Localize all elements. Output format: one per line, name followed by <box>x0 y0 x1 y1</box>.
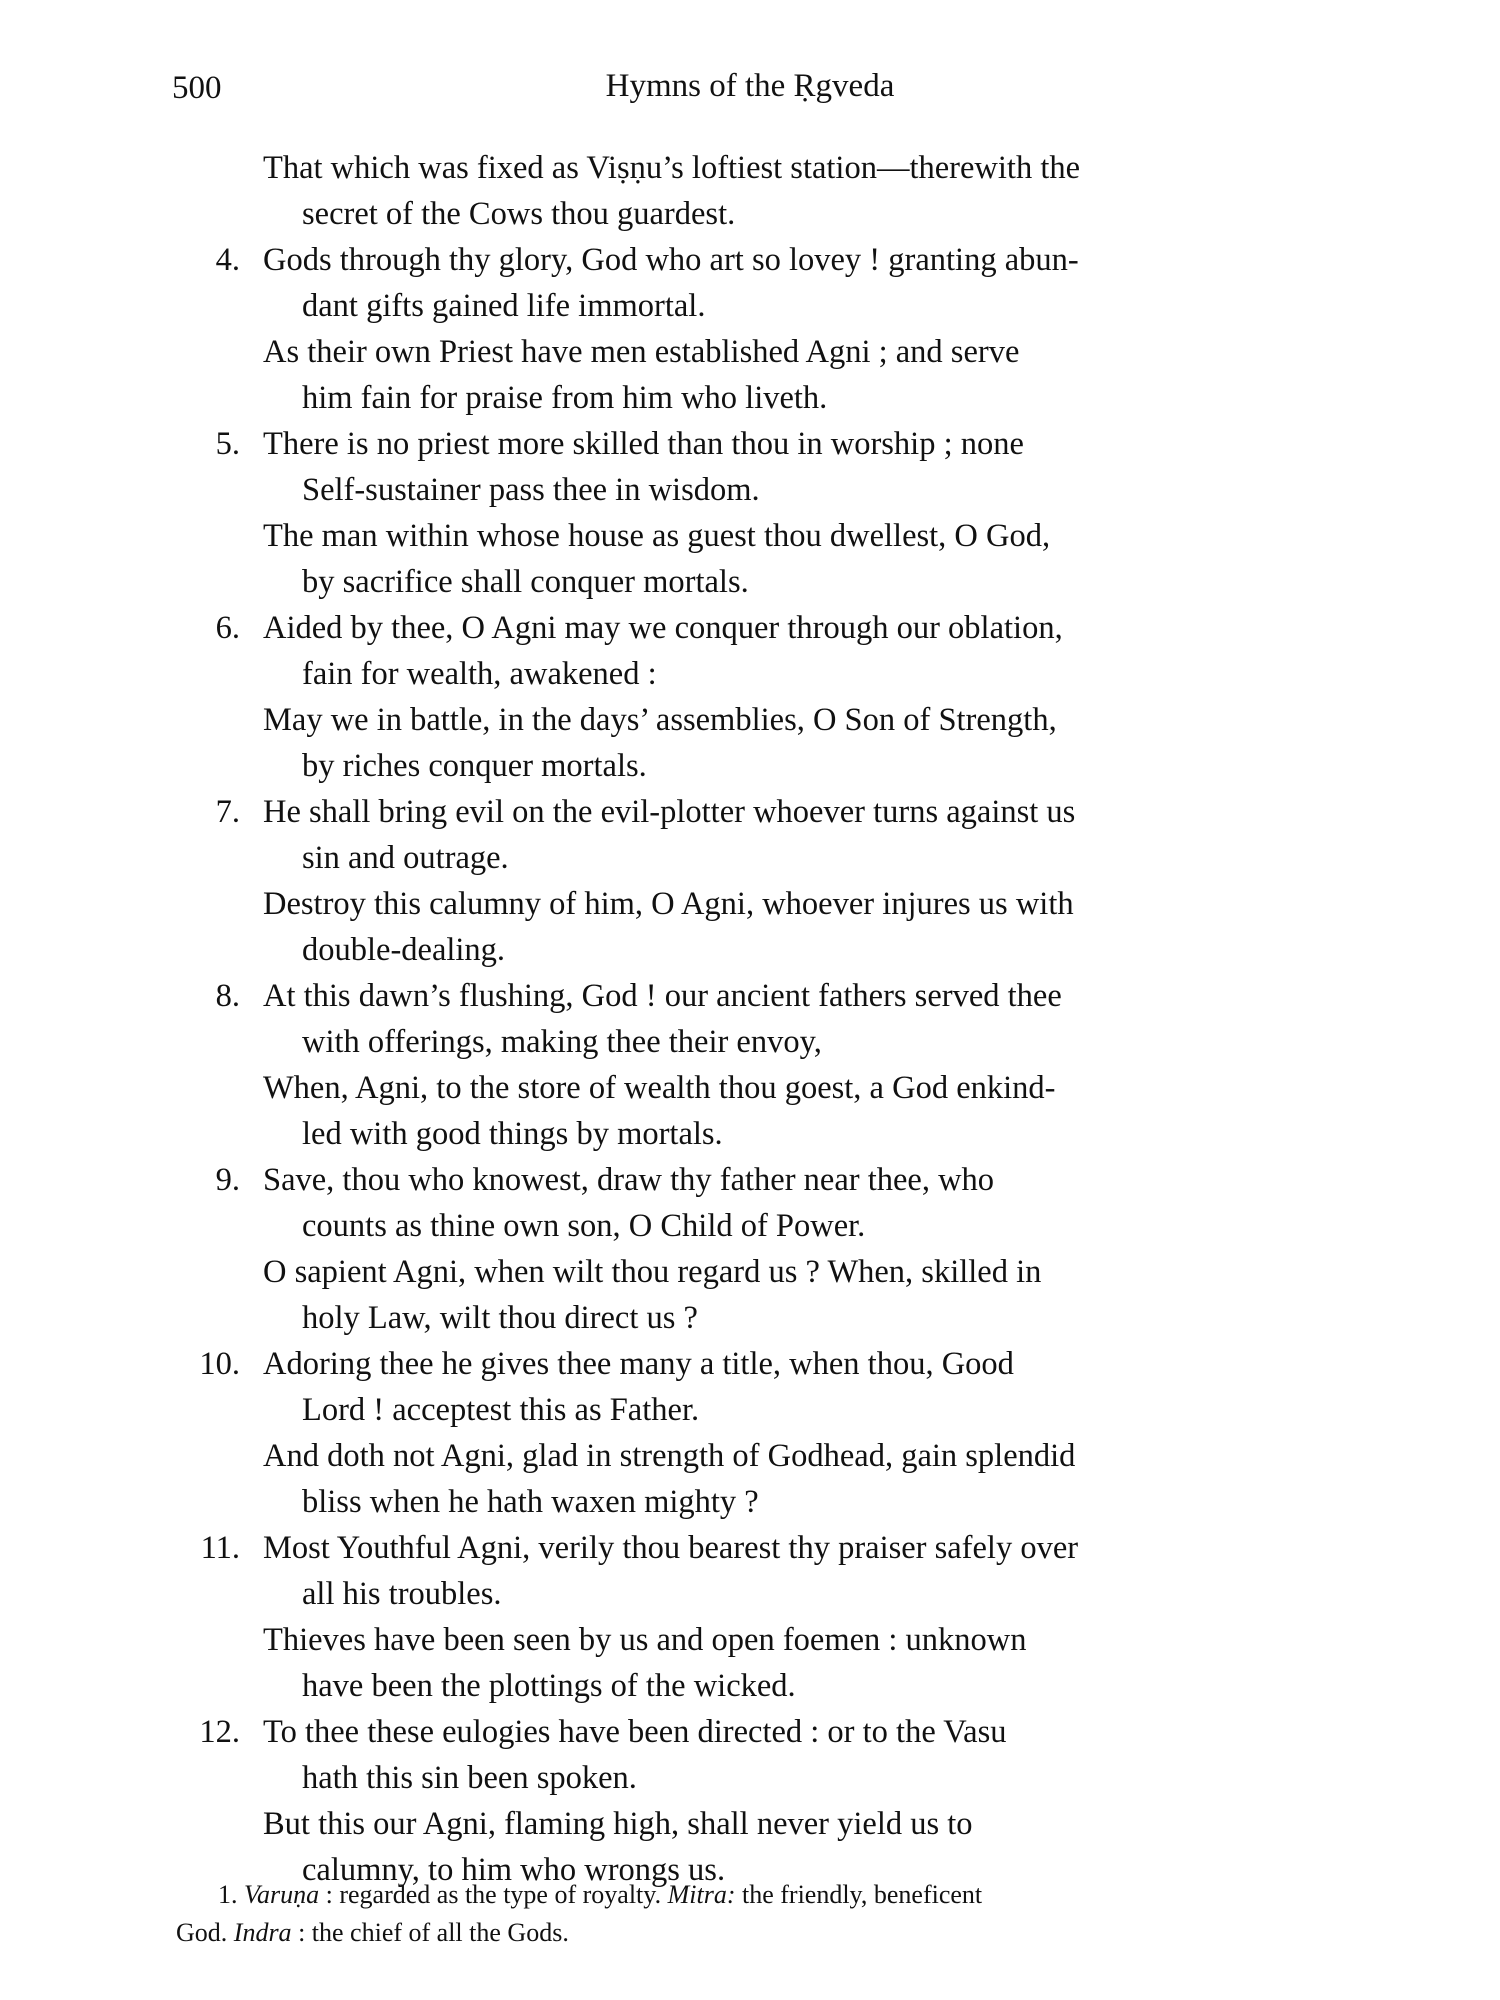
verse-line: Lord ! acceptest this as Father. <box>302 1392 700 1428</box>
verse-line: Adoring thee he gives thee many a title, when thou, Good <box>263 1346 1014 1382</box>
verse-number: 7. <box>215 794 240 830</box>
verse-line: calumny, to him who wrongs us. <box>302 1852 726 1888</box>
verse-line: Gods through thy glory, God who art so lovey ! granting abun- <box>263 242 1079 278</box>
verse-number: 12. <box>199 1714 240 1750</box>
verse-line: At this dawn’s flushing, God ! our ancient fathers served thee <box>263 978 1062 1014</box>
verse-number: 8. <box>215 978 240 1014</box>
verse-line: with offerings, making thee their envoy, <box>302 1024 822 1060</box>
footnote-line <box>218 1880 982 1910</box>
verse-line: Save, thou who knowest, draw thy father near thee, who <box>263 1162 995 1198</box>
verse-line: He shall bring evil on the evil-plotter whoever turns against us <box>263 794 1076 830</box>
verse-line: Self-sustainer pass thee in wisdom. <box>302 472 760 508</box>
page-number: 500 <box>172 70 222 106</box>
footnote-line <box>176 1918 569 1948</box>
verse-line: by riches conquer mortals. <box>302 748 647 784</box>
verse-line: When, Agni, to the store of wealth thou goest, a God enkind- <box>263 1070 1056 1106</box>
verse-line: May we in battle, in the days’ assemblies, O Son of Strength, <box>263 702 1057 738</box>
verse-line: bliss when he hath waxen mighty ? <box>302 1484 759 1520</box>
verse-line: The man within whose house as guest thou dwellest, O God, <box>263 518 1051 554</box>
verse-line: sin and outrage. <box>302 840 509 876</box>
verse-line: by sacrifice shall conquer mortals. <box>302 564 749 600</box>
verse-line: That which was fixed as Viṣṇu’s loftiest station—therewith the <box>263 150 1081 186</box>
verse-line: hath this sin been spoken. <box>302 1760 637 1796</box>
verse-line: have been the plottings of the wicked. <box>302 1668 796 1704</box>
footnote-term: Mitra: <box>667 1880 736 1909</box>
footnote-text: : regarded as the type of royalty. <box>319 1880 668 1909</box>
footnote-number: 1. <box>218 1880 238 1909</box>
verse-number: 6. <box>215 610 240 646</box>
verse-number: 5. <box>215 426 240 462</box>
footnote-text: God. <box>176 1918 234 1947</box>
footnote-text: the friendly, beneficent <box>735 1880 983 1909</box>
footnote-text: : the chief of all the Gods. <box>291 1918 569 1947</box>
verse-line: Most Youthful Agni, verily thou bearest thy praiser safely over <box>263 1530 1079 1566</box>
verse-line: Aided by thee, O Agni may we conquer through our oblation, <box>263 610 1063 646</box>
verse-line: Destroy this calumny of him, O Agni, whoever injures us with <box>263 886 1074 922</box>
verse-line: And doth not Agni, glad in strength of Godhead, gain splendid <box>263 1438 1076 1474</box>
footnote-term: Varuṇa <box>244 1880 320 1909</box>
verse-line: secret of the Cows thou guardest. <box>302 196 736 232</box>
verse-line: holy Law, wilt thou direct us ? <box>302 1300 698 1336</box>
verse-line: As their own Priest have men established Agni ; and serve <box>263 334 1020 370</box>
verse-line: counts as thine own son, O Child of Power. <box>302 1208 866 1244</box>
verse-line: There is no priest more skilled than thou in worship ; none <box>263 426 1024 462</box>
verse-line: fain for wealth, awakened : <box>302 656 657 692</box>
verse-number: 9. <box>215 1162 240 1198</box>
footnote-term: Indra <box>233 1918 292 1947</box>
verse-line: led with good things by mortals. <box>302 1116 723 1152</box>
verse-line: him fain for praise from him who liveth. <box>302 380 828 416</box>
verse-line: dant gifts gained life immortal. <box>302 288 706 324</box>
verse-line: double-dealing. <box>302 932 506 968</box>
running-title: Hymns of the Ṛgveda <box>605 68 895 104</box>
verse-line: Thieves have been seen by us and open foemen : unknown <box>263 1622 1027 1658</box>
verse-number: 11. <box>200 1530 240 1566</box>
verse-number: 10. <box>199 1346 240 1382</box>
verse-line: To thee these eulogies have been directed : or to the Vasu <box>263 1714 1007 1750</box>
verse-number: 4. <box>215 242 240 278</box>
verse-line: all his troubles. <box>302 1576 502 1612</box>
verse-line: O sapient Agni, when wilt thou regard us ? When, skilled in <box>263 1254 1042 1290</box>
verse-line: But this our Agni, flaming high, shall never yield us to <box>263 1806 973 1842</box>
